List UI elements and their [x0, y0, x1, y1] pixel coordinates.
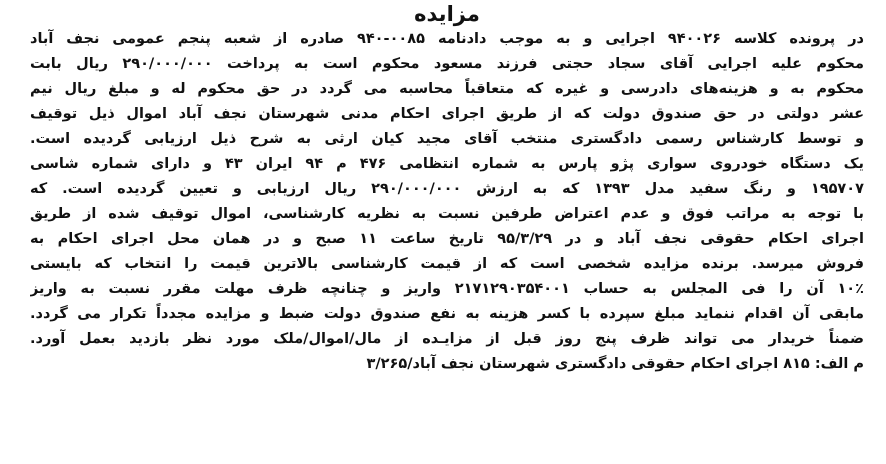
notice-line: ۱۹۵۷۰۷ و رنگ سفید مدل ۱۳۹۳ که به ارزش ۲۹۰/۰۰۰/۰۰۰ ریال ارزیابی و تعیین گردیده است. که — [30, 181, 864, 197]
notice-title: مزایده — [414, 2, 480, 26]
notice-line: مابقی آن اقدام ننماید مبلغ سپرده با کسر هزینه به نفع صندوق دولت ضبط و مزایده مجدداً تکرار می گردد. — [30, 306, 864, 322]
notice-line: با توجه به مراتب فوق و عدم اعتراض طرفین نسبت به نظریه کارشناسی، اموال توقیف شده از طریق — [30, 206, 864, 222]
notice-line: فروش میرسد. برنده مزایده شخصی است که از قیمت کارشناسی بالاترین قیمت را انتخاب که بایستی — [30, 256, 864, 272]
notice-line: و توسط کارشناس رسمی دادگستری منتخب آقای مجید کیان ارثی به شرح ذیل ارزیابی گردیده است. — [30, 131, 864, 147]
notice-line: یک دستگاه خودروی سواری پژو پارس به شماره انتظامی ۴۷۶ م ۹۴ ایران ۴۳ و دارای شماره شاسی — [30, 156, 864, 172]
notice-line: محکوم به و هزینه‌های دادرسی و غیره که متعاقباً محاسبه می گردد در حق محکوم له و مبلغ ریال نیم — [30, 81, 864, 97]
notice-line: عشر دولتی در حق صندوق دولت که از طریق اجرای احکام مدنی شهرستان نجف آباد اموال ذیل توقیف — [30, 106, 864, 122]
notice-body — [30, 27, 864, 377]
notice-line: اجرای احکام حقوقی نجف آباد و در ۹۵/۳/۲۹ تاریخ ساعت ۱۱ صبح و در همان محل اجرای احکام به — [30, 231, 864, 247]
notice-reference-line: م الف: ۸۱۵ اجرای احکام حقوقی دادگستری شهرستان نجف آباد/۳/۲۶۵ — [366, 356, 864, 372]
notice-line: ۱۰٪ آن را فی المجلس به حساب ۲۱۷۱۲۹۰۳۵۴۰۰۱ واریز و چنانچه ظرف مهلت مقرر نسبت به واریز — [30, 281, 864, 297]
notice-line: ضمناً خریدار می تواند ظرف پنج روز قبل از مزایـده از مال/اموال/ملک مورد نظر بازدید بعمل آورد. — [30, 331, 864, 347]
notice-line: در پرونده کلاسه ۹۴۰۰۲۶ اجرایی و به موجب دادنامه ۰۰۸۵-۹۴۰ صادره از شعبه پنجم عمومی نجف آباد — [30, 31, 864, 47]
notice-line: محکوم علیه اجرایی آقای سجاد حجتی فرزند مسعود محکوم است به پرداخت ۲۹۰/۰۰۰/۰۰۰ ریال بابت — [30, 56, 864, 72]
